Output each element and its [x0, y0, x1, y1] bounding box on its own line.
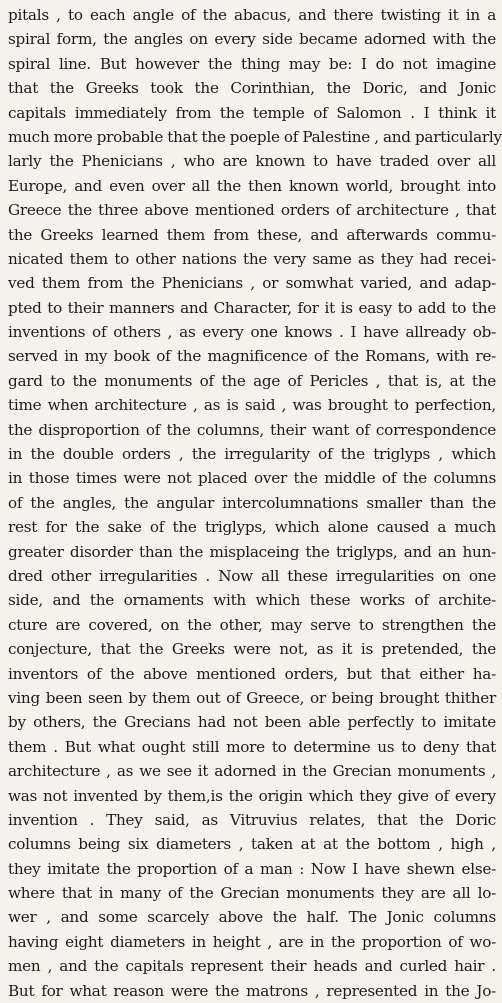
- text-line: greater disorder than the misplaceing the triglyps, and an hun-: [8, 542, 496, 561]
- text-line: spiral line. But however the thing may be: I do not imagine: [8, 54, 496, 73]
- text-line: Europe, and even over all the then known world, brought into: [8, 176, 496, 195]
- text-line: ved them from the Phenicians , or somwhat varied, and adap-: [8, 274, 496, 293]
- text-line: served in my book of the magnificence of the Romans, with re-: [8, 347, 496, 366]
- text-line: they imitate the proportion of a man : Now I have shewn else-: [8, 859, 496, 878]
- text-line: invention . They said, as Vitruvius relates, that the Doric: [8, 810, 496, 829]
- text-line: the Greeks learned them from these, and afterwards commu-: [8, 225, 496, 244]
- text-line: men , and the capitals represent their heads and curled hair .: [8, 957, 496, 976]
- body-text: [8, 3, 502, 1003]
- text-line: side, and the ornaments with which these works of archite-: [8, 591, 496, 610]
- text-line: spiral form, the angles on every side became adorned with the: [8, 30, 496, 49]
- text-line: pitals , to each angle of the abacus, and there twisting it in a: [8, 6, 496, 24]
- text-line: rest for the sake of the triglyps, which alone caused a much: [8, 518, 496, 537]
- text-line: time when architecture , as is said , was brought to perfection,: [8, 396, 496, 415]
- text-line: them . But what ought still more to determine us to deny that: [8, 737, 496, 756]
- text-line: ving been seen by them out of Greece, or being brought thither: [8, 688, 496, 707]
- text-line: of the angles, the angular intercolumnations smaller than the: [8, 493, 496, 512]
- text-line: capitals immediately from the temple of Salomon . I think it: [8, 103, 496, 122]
- text-line: architecture , as we see it adorned in the Grecian monuments ,: [8, 762, 496, 781]
- text-line: But for what reason were the matrons , represented in the Jo-: [8, 981, 496, 1000]
- text-line: the disproportion of the columns, their want of correspondence: [8, 420, 496, 439]
- text-line: where that in many of the Grecian monuments they are all lo-: [8, 884, 496, 903]
- text-line: inventions of others , as every one knows . I have allready ob-: [8, 323, 496, 342]
- text-line: in those times were not placed over the middle of the columns: [8, 469, 496, 488]
- text-line: by others, the Grecians had not been able perfectly to imitate: [8, 713, 496, 732]
- text-line: inventors of the above mentioned orders, but that either ha-: [8, 664, 496, 683]
- text-line: pted to their manners and Character, for it is easy to add to the: [8, 298, 496, 317]
- text-line: having eight diameters in height , are in the proportion of wo-: [8, 932, 496, 951]
- text-line: in the double orders , the irregularity of the triglyps , which: [8, 445, 496, 464]
- text-line: columns being six diameters , taken at at the bottom , high ,: [8, 835, 496, 854]
- text-line: larly the Phenicians , who are known to have traded over all: [8, 152, 496, 171]
- text-line: that the Greeks took the Corinthian, the Doric, and Jonic: [8, 79, 496, 98]
- text-line: much more probable that the poeple of Palestine , and particularly: [8, 127, 502, 146]
- text-line: dred other irregularities . Now all these irregularities on one: [8, 566, 496, 585]
- text-line: was not invented by them,is the origin which they give of every: [8, 786, 496, 805]
- text-line: gard to the monuments of the age of Pericles , that is, at the: [8, 371, 496, 390]
- text-line: nicated them to other nations the very same as they had recei-: [8, 249, 496, 268]
- text-line: conjecture, that the Greeks were not, as it is pretended, the: [8, 640, 496, 659]
- text-line: Greece the three above mentioned orders of architecture , that: [8, 201, 496, 220]
- text-line: cture are covered, on the other, may serve to strengthen the: [8, 615, 496, 634]
- text-line: wer , and some scarcely above the half. The Jonic columns: [8, 908, 496, 927]
